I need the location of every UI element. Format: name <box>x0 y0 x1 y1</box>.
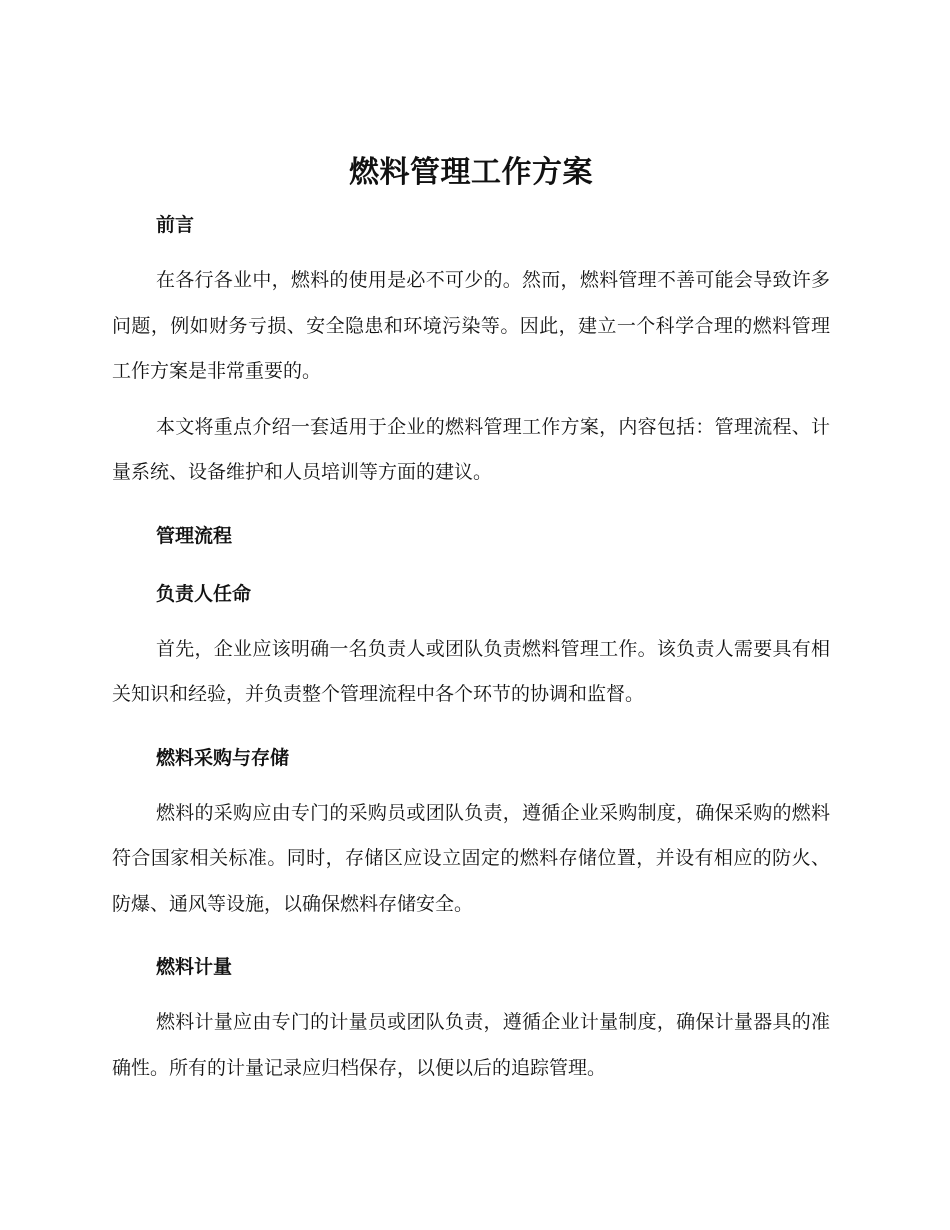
subsection-heading-metering: 燃料计量 <box>156 956 233 978</box>
paragraph-metering: 燃料计量应由专门的计量员或团队负责，遵循企业计量制度，确保计量器具的准确性。所有的计量记录应归档保存，以便以后的追踪管理。 <box>112 1011 830 1079</box>
paragraph-purchase-storage: 燃料的采购应由专门的采购员或团队负责，遵循企业采购制度，确保采购的燃料符合国家相关标准。同时，存储区应设立固定的燃料存储位置，并设有相应的防火、防爆、通风等设施，以确保燃料存储安全。 <box>112 801 830 915</box>
section-heading-process: 管理流程 <box>156 524 233 547</box>
section-heading-preface: 前言 <box>156 214 195 236</box>
paragraph-preface-2: 本文将重点介绍一套适用于企业的燃料管理工作方案，内容包括：管理流程、计量系统、设备维护和人员培训等方面的建议。 <box>112 415 830 483</box>
subsection-heading-purchase-storage: 燃料采购与存储 <box>156 746 290 769</box>
subsection-heading-appointment: 负责人任命 <box>156 582 252 605</box>
paragraph-appointment: 首先，企业应该明确一名负责人或团队负责燃料管理工作。该负责人需要具有相关知识和经验，并负责整个管理流程中各个环节的协调和监督。 <box>112 637 830 705</box>
document-title: 燃料管理工作方案 <box>349 155 593 190</box>
paragraph-preface-1: 在各行各业中，燃料的使用是必不可少的。然而，燃料管理不善可能会导致许多问题，例如财务亏损、安全隐患和环境污染等。因此，建立一个科学合理的燃料管理工作方案是非常重要的。 <box>112 269 830 382</box>
